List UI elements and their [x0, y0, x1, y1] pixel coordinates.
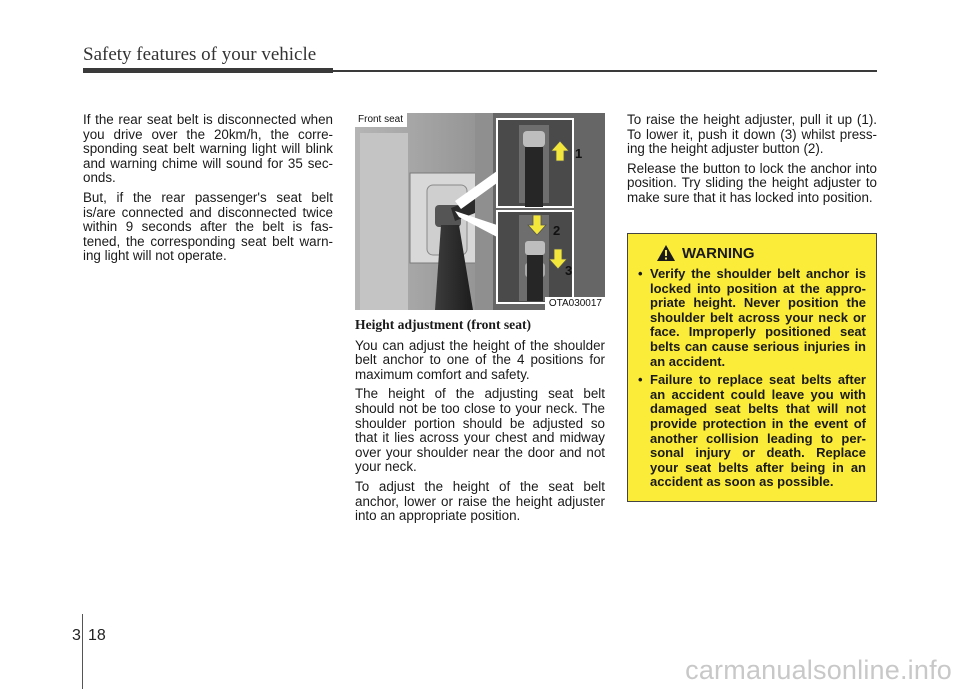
- warning-heading: [656, 244, 866, 262]
- page-number: 18: [88, 627, 106, 644]
- seat-belt-illustration: [355, 113, 605, 310]
- callout-1: 1: [575, 146, 583, 161]
- seat-belt-figure: [355, 113, 605, 310]
- paragraph: But, if the rear passenger's seat belt is/are connected and disconnected twice within 9 seconds after the belt is fas-tened, the corresponding seat belt warn-ing light will not operate.: [83, 189, 333, 264]
- paragraph: To adjust the height of the seat belt anchor, lower or raise the height adjuster into an appropriate position.: [355, 478, 605, 524]
- header-rule-thick: [83, 68, 333, 73]
- callout-3: 3: [565, 263, 573, 278]
- warning-title: WARNING: [682, 244, 755, 262]
- page-divider: [82, 614, 83, 689]
- paragraph: You can adjust the height of the shoulder belt anchor to one of the 4 positions for maximum comfort and safety.: [355, 337, 605, 382]
- paragraph: If the rear seat belt is disconnected when you drive over the 20km/h, the corre-sponding seat belt warning light will blink and warning chime will sound for 35 sec-onds.: [83, 112, 333, 186]
- watermark: carmanualsonline.info: [685, 655, 952, 685]
- figure-code: OTA030017: [545, 297, 605, 310]
- header-title: Safety features of your vehicle: [83, 44, 317, 65]
- paragraph: To raise the height adjuster, pull it up (1). To lower it, push it down (3) whilst press-ing the height adjuster button (2).: [627, 112, 877, 157]
- column-1: [83, 113, 333, 269]
- column-2: [355, 318, 605, 529]
- chapter-number: 3: [72, 627, 81, 644]
- warning-triangle-icon: [656, 244, 676, 262]
- warning-item: • Verify the shoulder belt anchor is locked into position at the appro-priate height. Never position the shoulder belt across your neck or face. Improperly positioned seat belts can cause serious injuries in an accident.: [638, 267, 866, 369]
- callout-2: 2: [553, 223, 561, 238]
- warning-list: [638, 267, 866, 490]
- warning-box: [627, 233, 877, 502]
- section-heading: Height adjustment (front seat): [355, 317, 532, 332]
- paragraph: Release the button to lock the anchor into position. Try sliding the height adjuster to make sure that it has locked into position.: [627, 160, 877, 205]
- figure-label: Front seat: [355, 113, 407, 127]
- paragraph: The height of the adjusting seat belt should not be too close to your neck. The shoulder portion should be adjusted so that it lies across your chest and midway over your shoulder near the door and not your neck.: [355, 386, 605, 475]
- warning-item: • Failure to replace seat belts after an accident could leave you with damaged seat belts that will not provide protection in the event of another collision leading to per-sonal injury or death. Replace your seat belts after being in an accident as soon as possible.: [638, 373, 866, 490]
- column-3: [627, 113, 877, 211]
- header-rule-thin: [333, 70, 877, 72]
